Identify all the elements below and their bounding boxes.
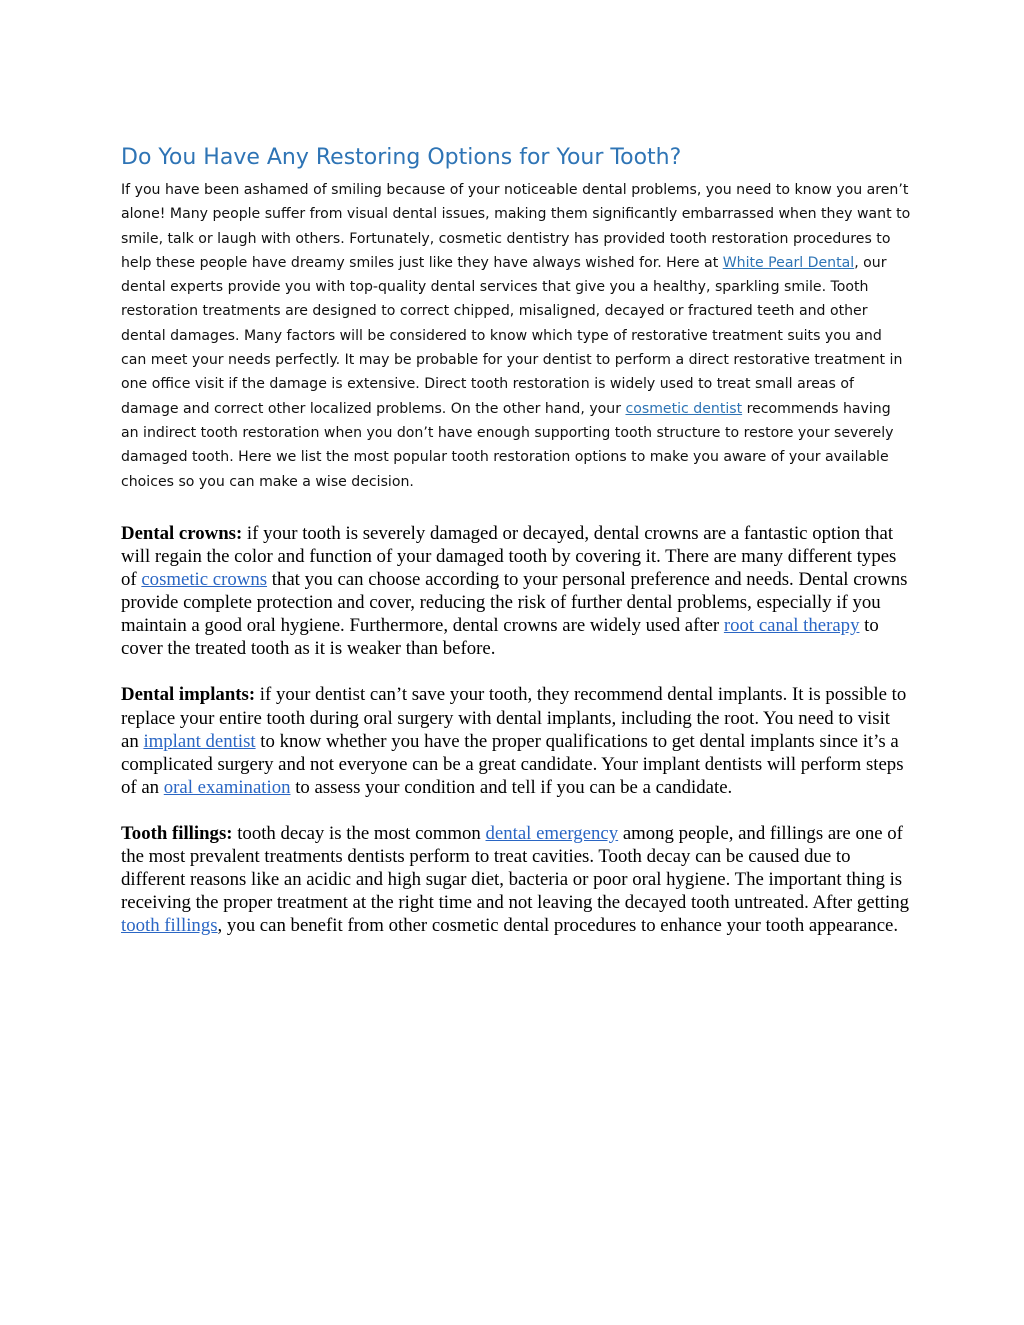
tooth-fillings-heading: Tooth fillings: bbox=[121, 822, 233, 844]
crowns-text-3: to cover the treated tooth as it is weaker than before. bbox=[121, 615, 879, 660]
intro-text-1: If you have been ashamed of smiling because of your noticeable dental problems, you need to know you aren’t alone! Many people suffer from visual dental issues, making them significantly embarrassed when they want to smile, talk or laugh with others. Fortunately, cosmetic dentistry has provided tooth restoration procedures to help these people have dreamy smiles just like they have always wished for. Here at bbox=[121, 182, 911, 271]
fillings-text-1: tooth decay is the most common bbox=[232, 822, 486, 844]
implant-dentist-link[interactable]: implant dentist bbox=[143, 730, 256, 752]
page-title: Do You Have Any Restoring Options for Your Tooth? bbox=[121, 145, 682, 170]
implants-text-1: if your dentist can’t save your tooth, they recommend dental implants. It is possible to replace your entire tooth during oral surgery with dental implants, including the root. You need to visit an bbox=[121, 684, 907, 752]
intro-text-3: recommends having an indirect tooth restoration when you don’t have enough supporting tooth structure to restore your severely damaged tooth. Here we list the most popular tooth restoration options to make you aware of your available choices so you can make a wise decision. bbox=[121, 400, 894, 490]
crowns-text-2: that you can choose according to your personal preference and needs. Dental crowns provide complete protection and cover, reducing the risk of further dental problems, especially if you maintain a good oral hygiene. Furthermore, dental crowns are widely used after bbox=[121, 569, 908, 637]
white-pearl-dental-link[interactable]: White Pearl Dental bbox=[722, 254, 855, 271]
implants-text-2: to know whether you have the proper qualifications to get dental implants since it’s a complicated surgery and not everyone can be a great candidate. Your implant dentists will perform steps of an bbox=[121, 730, 904, 798]
intro-text-2: , our dental experts provide you with top-quality dental services that give you a healthy, sparkling smile. Tooth restoration treatments are designed to correct chipped, misaligned, decayed or fractured teeth and other dental damages. Many factors will be considered to know which type of restorative treatment suits you and can meet your needs perfectly. It may be probable for your dentist to perform a direct restorative treatment in one office visit if the damage is extensive. Direct tooth restoration is widely used to treat small areas of damage and correct other localized problems. On the other hand, your bbox=[121, 254, 903, 417]
implants-text-3: to assess your condition and tell if you can be a candidate. bbox=[290, 776, 733, 798]
fillings-text-3: , you can benefit from other cosmetic dental procedures to enhance your tooth appearance. bbox=[217, 915, 899, 937]
fillings-text-2: among people, and fillings are one of the most prevalent treatments dentists perform to treat cavities. Tooth decay can be caused due to different reasons like an acidic and high sugar diet, bacteria or poor oral hygiene. The important thing is receiving the proper treatment at the right time and not leaving the decayed tooth untreated. After getting bbox=[121, 822, 910, 914]
cosmetic-crowns-link[interactable]: cosmetic crowns bbox=[141, 569, 268, 591]
dental-implants-heading: Dental implants: bbox=[121, 684, 256, 706]
dental-crowns-heading: Dental crowns: bbox=[121, 522, 243, 544]
document-page bbox=[121, 140, 911, 937]
dental-implants-section bbox=[121, 683, 911, 798]
intro-paragraph bbox=[121, 178, 911, 494]
tooth-fillings-link[interactable]: tooth fillings bbox=[121, 915, 218, 937]
dental-crowns-section bbox=[121, 522, 911, 661]
dental-emergency-link[interactable]: dental emergency bbox=[485, 822, 619, 844]
cosmetic-dentist-link[interactable]: cosmetic dentist bbox=[625, 400, 743, 417]
root-canal-therapy-link[interactable]: root canal therapy bbox=[723, 615, 860, 637]
tooth-fillings-section bbox=[121, 822, 911, 937]
crowns-text-1: if your tooth is severely damaged or decayed, dental crowns are a fantastic option that will regain the color and function of your damaged tooth by covering it. There are many different types of bbox=[121, 522, 897, 591]
oral-examination-link[interactable]: oral examination bbox=[163, 776, 291, 798]
